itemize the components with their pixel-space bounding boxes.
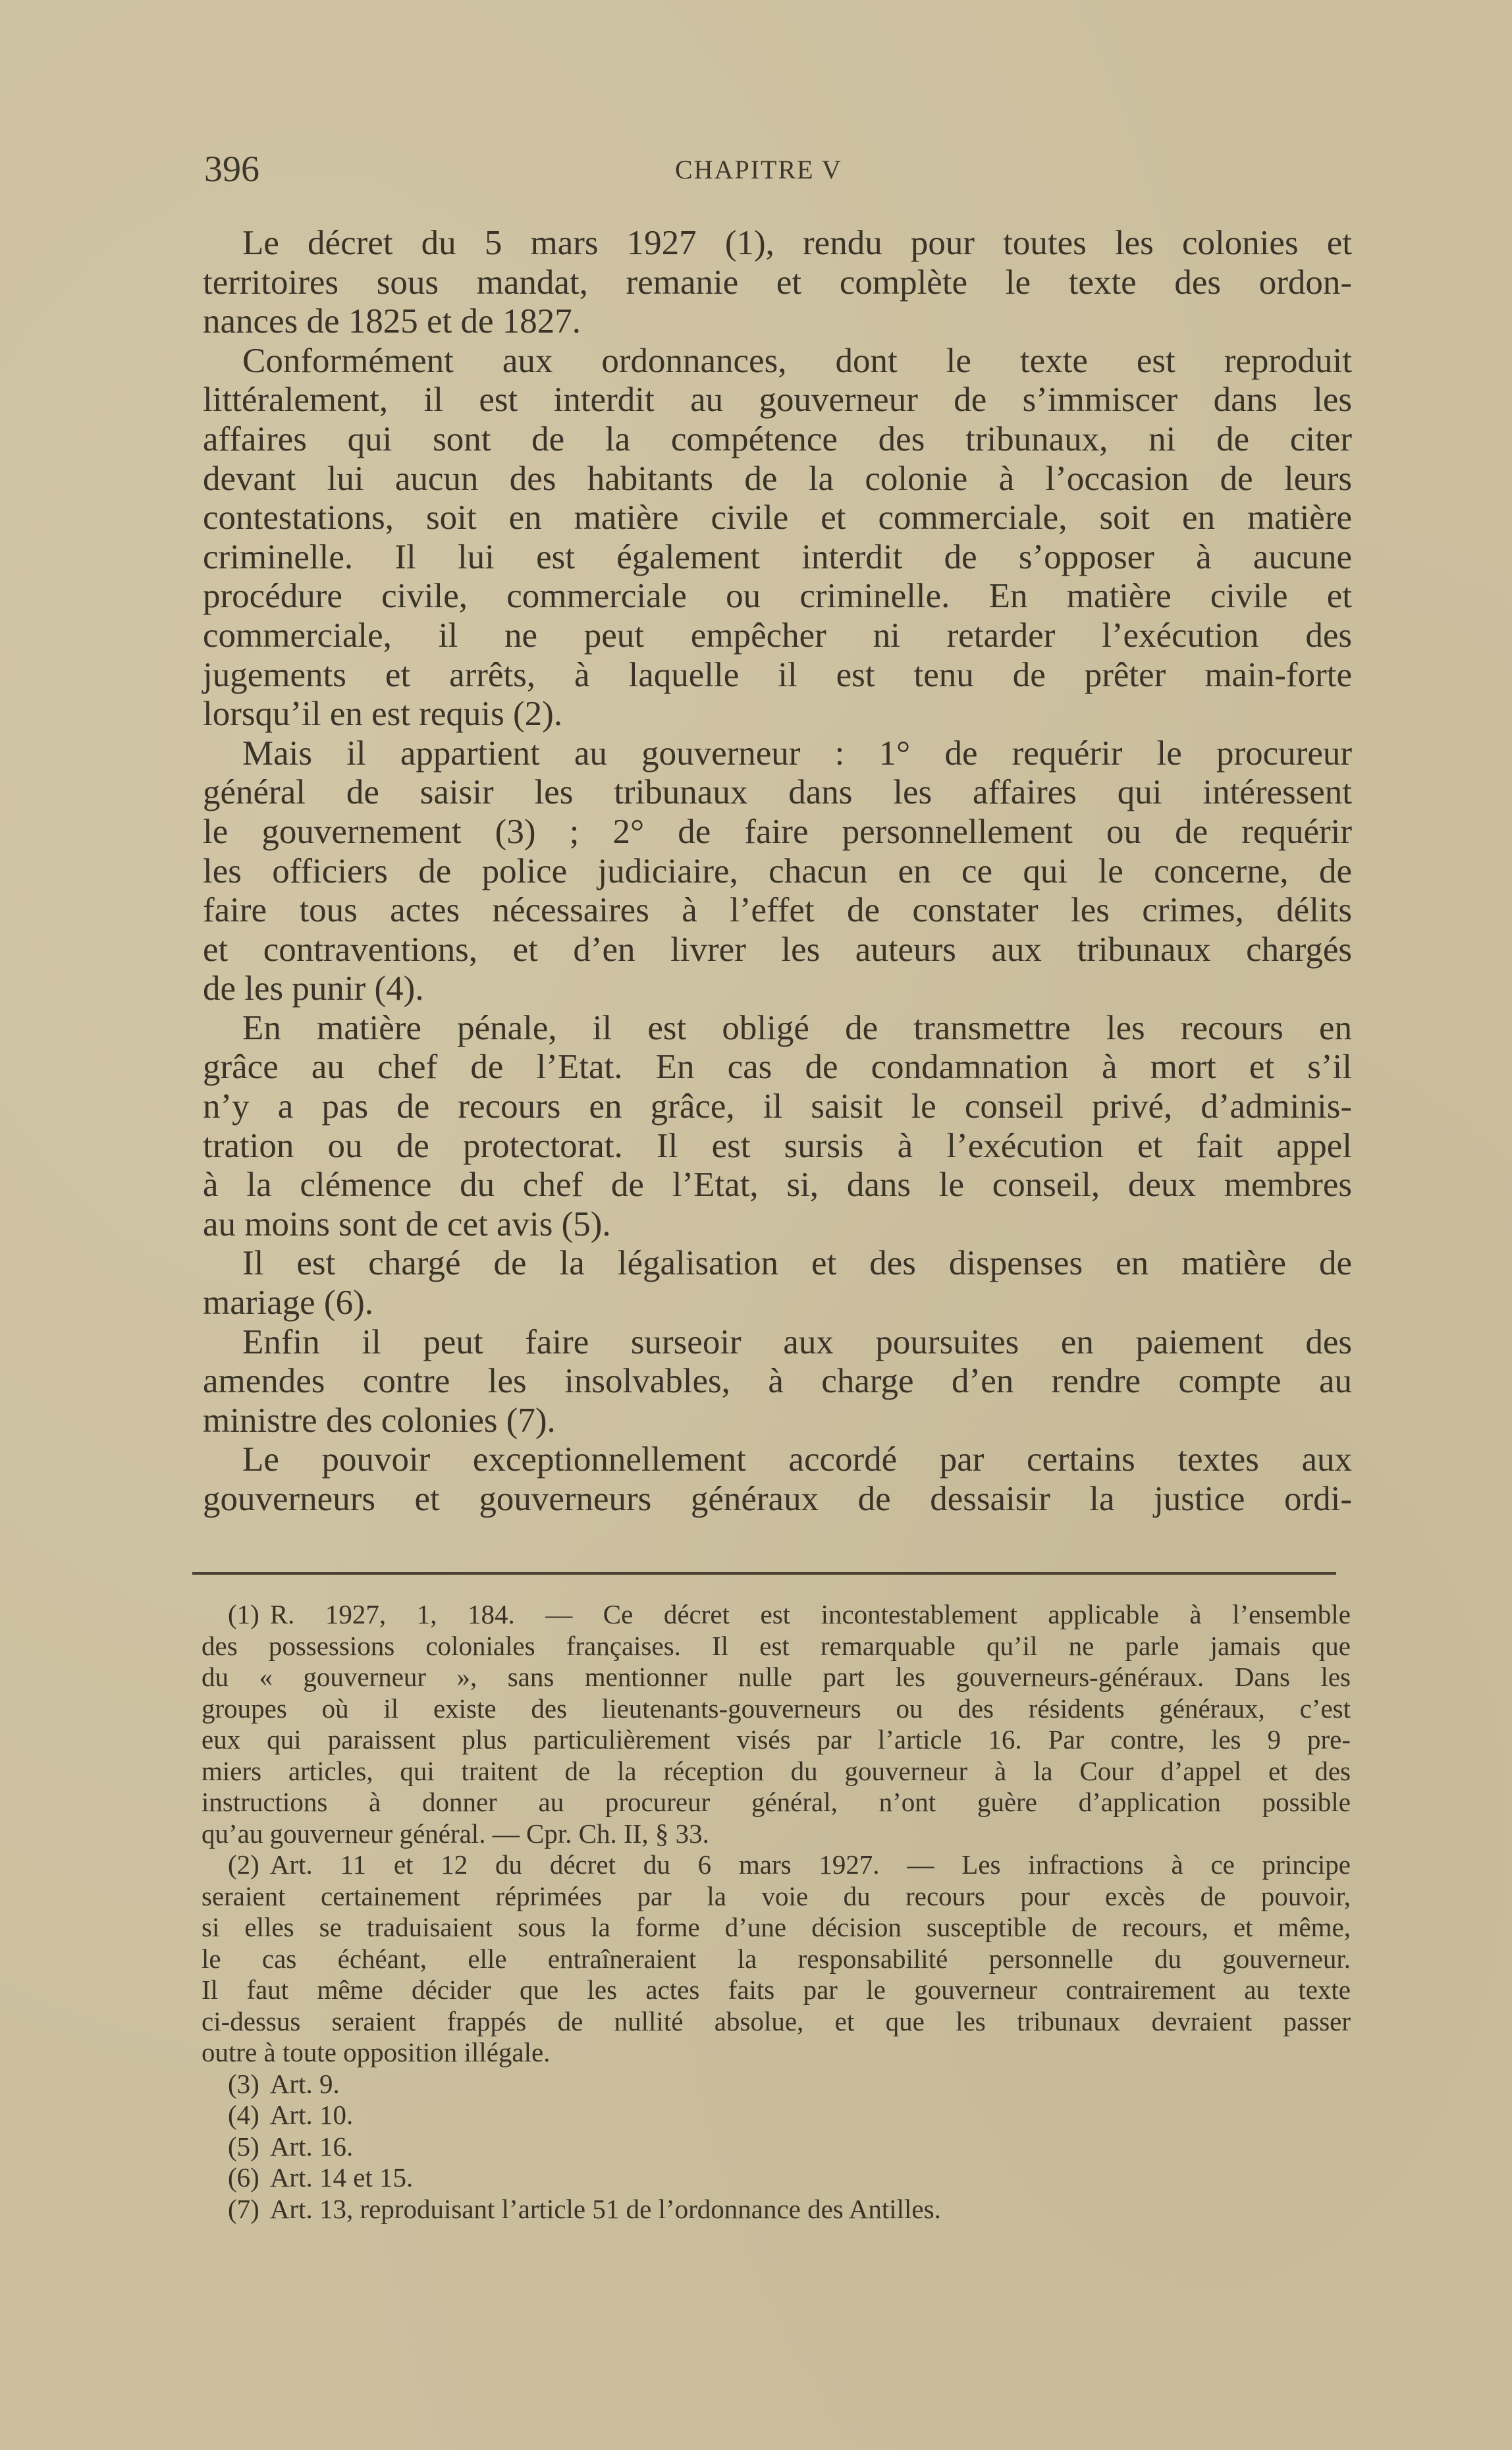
footnote bbox=[202, 2162, 1351, 2194]
paragraph bbox=[203, 1440, 1352, 1519]
footnote-text: Art. 10. bbox=[269, 2100, 354, 2130]
running-head bbox=[204, 146, 1353, 192]
paragraph bbox=[203, 1244, 1352, 1322]
footnote-marker: (4) bbox=[228, 2100, 259, 2130]
text-line: lorsqu’il en est requis (2). bbox=[203, 695, 563, 734]
page-number: 396 bbox=[204, 149, 259, 190]
footnote-line: miers articles, qui traitent de la réception du gouverneur à la Cour d’appel et des bbox=[202, 1755, 1351, 1786]
text-line: le gouvernement (3) ; 2° de faire personnellement ou de requérir bbox=[203, 812, 1352, 851]
footnote-line: des possessions coloniales françaises. Il est remarquable qu’il ne parle jamais que bbox=[202, 1630, 1351, 1661]
text-line: ministre des colonies (7). bbox=[203, 1401, 556, 1440]
paragraph bbox=[203, 734, 1352, 1009]
text-line: devant lui aucun des habitants de la colonie à l’occasion de leurs bbox=[203, 459, 1352, 498]
text-line: mariage (6). bbox=[203, 1284, 373, 1322]
footnote bbox=[202, 2131, 1351, 2163]
footnote-line: si elles se traduisaient sous la forme d’une décision susceptible de recours, et même, bbox=[202, 1912, 1351, 1942]
text-line: Enfin il peut faire surseoir aux poursuites en paiement des bbox=[242, 1322, 1352, 1361]
paragraph bbox=[203, 342, 1352, 734]
text-line: grâce au chef de l’Etat. En cas de condamnation à mort et s’il bbox=[203, 1048, 1352, 1087]
footnote-text: Art. 9. bbox=[269, 2068, 340, 2099]
footnote-marker: (1) bbox=[228, 1599, 259, 1629]
text-line: affaires qui sont de la compétence des tribunaux, ni de citer bbox=[203, 420, 1352, 458]
text-line: et contraventions, et d’en livrer les auteurs aux tribunaux chargés bbox=[203, 930, 1352, 969]
text-line: faire tous actes nécessaires à l’effet de constater les crimes, délits bbox=[203, 891, 1352, 930]
footnote-text: Art. 16. bbox=[269, 2131, 354, 2162]
footnote-line: seraient certainement réprimées par la voie du recours pour excès de pouvoir, bbox=[202, 1880, 1351, 1911]
footnote bbox=[202, 2194, 1351, 2225]
text-line: au moins sont de cet avis (5). bbox=[203, 1205, 611, 1243]
footnote-line bbox=[202, 2100, 1351, 2131]
text-line: de les punir (4). bbox=[203, 969, 424, 1008]
paragraph bbox=[203, 1323, 1352, 1441]
footnote-marker: (6) bbox=[228, 2162, 259, 2192]
footnote-line: eux qui paraissent plus particulièrement visés par l’article 16. Par contre, les 9 pre- bbox=[202, 1724, 1351, 1755]
footnote-line: Il faut même décider que les actes faits par le gouverneur contrairement au texte bbox=[202, 1974, 1351, 2005]
footnote bbox=[202, 2100, 1351, 2131]
footnote-line bbox=[202, 2162, 1351, 2194]
footnote-marker: (5) bbox=[228, 2131, 259, 2162]
footnote-line: instructions à donner au procureur général, n’ont guère d’application possible bbox=[202, 1787, 1351, 1817]
text-line: amendes contre les insolvables, à charge d’en rendre compte au bbox=[203, 1362, 1352, 1401]
footnote-line bbox=[202, 2194, 1351, 2225]
footnote-text: Art. 13, reproduisant l’article 51 de l’ordonnance des Antilles. bbox=[269, 2193, 941, 2224]
footnote bbox=[202, 2069, 1351, 2100]
footnote-line: qu’au gouverneur général. — Cpr. Ch. II, § 33. bbox=[202, 1818, 709, 1849]
text-line: Le pouvoir exceptionnellement accordé par certains textes aux bbox=[242, 1440, 1352, 1479]
footnote-line: ci-dessus seraient frappés de nullité absolue, et que les tribunaux devraient passer bbox=[202, 2005, 1351, 2036]
footnote bbox=[202, 1849, 1351, 2069]
footnote-separator-rule bbox=[192, 1572, 1336, 1575]
footnote-text: Art. 11 et 12 du décret du 6 mars 1927. — Les infractions à ce principe bbox=[269, 1849, 1351, 1880]
text-line: nances de 1825 et de 1827. bbox=[203, 302, 581, 341]
footnote-text: R. 1927, 1, 184. — Ce décret est incontestablement applicable à l’ensemble bbox=[269, 1599, 1351, 1629]
text-line: à la clémence du chef de l’Etat, si, dans le conseil, deux membres bbox=[203, 1166, 1352, 1205]
text-line: commerciale, il ne peut empêcher ni retarder l’exécution des bbox=[203, 616, 1352, 655]
text-line: contestations, soit en matière civile et commerciale, soit en matière bbox=[203, 499, 1352, 537]
paragraph bbox=[203, 1009, 1352, 1245]
footnote-line bbox=[202, 2131, 1351, 2163]
chapter-title: CHAPITRE V bbox=[675, 155, 842, 184]
text-line: général de saisir les tribunaux dans les affaires qui intéressent bbox=[203, 773, 1352, 812]
text-line: jugements et arrêts, à laquelle il est tenu de prêter main-forte bbox=[203, 655, 1352, 694]
text-line: Mais il appartient au gouverneur : 1° de requérir le procureur bbox=[242, 734, 1352, 773]
text-line: procédure civile, commerciale ou criminelle. En matière civile et bbox=[203, 577, 1352, 616]
text-line: En matière pénale, il est obligé de transmettre les recours en bbox=[242, 1008, 1352, 1047]
footnote-marker: (2) bbox=[228, 1849, 259, 1880]
text-line: Conformément aux ordonnances, dont le texte est reproduit bbox=[242, 341, 1352, 380]
footnote-line: outre à toute opposition illégale. bbox=[202, 2037, 551, 2067]
text-line: criminelle. Il lui est également interdit de s’opposer à aucune bbox=[203, 537, 1352, 576]
footnote-line bbox=[202, 1599, 1351, 1631]
text-line: Il est chargé de la légalisation et des dispenses en matière de bbox=[242, 1244, 1352, 1283]
text-line: n’y a pas de recours en grâce, il saisit le conseil privé, d’adminis- bbox=[203, 1087, 1352, 1126]
text-line: littéralement, il est interdit au gouverneur de s’immiscer dans les bbox=[203, 381, 1352, 420]
footnote-line bbox=[202, 1849, 1351, 1881]
footnotes bbox=[202, 1599, 1351, 2225]
footnote-line: le cas échéant, elle entraîneraient la responsabilité personnelle du gouverneur. bbox=[202, 1943, 1351, 1974]
footnote-line bbox=[202, 2069, 1351, 2100]
text-line: tration ou de protectorat. Il est sursis à l’exécution et fait appel bbox=[203, 1126, 1352, 1165]
footnote-line: du « gouverneur », sans mentionner nulle part les gouverneurs-généraux. Dans les bbox=[202, 1662, 1351, 1692]
footnote-marker: (3) bbox=[228, 2068, 259, 2099]
footnote-marker: (7) bbox=[228, 2193, 259, 2224]
footnote-line: groupes où il existe des lieutenants-gouverneurs ou des résidents généraux, c’est bbox=[202, 1693, 1351, 1724]
text-line: les officiers de police judiciaire, chacun en ce qui le concerne, de bbox=[203, 852, 1352, 890]
main-text bbox=[203, 224, 1352, 1519]
footnote-text: Art. 14 et 15. bbox=[269, 2162, 414, 2192]
text-line: territoires sous mandat, remanie et complète le texte des ordon- bbox=[203, 263, 1352, 302]
paragraph bbox=[203, 224, 1352, 342]
text-line: gouverneurs et gouverneurs généraux de dessaisir la justice ordi- bbox=[203, 1480, 1352, 1518]
text-line: Le décret du 5 mars 1927 (1), rendu pour toutes les colonies et bbox=[242, 224, 1352, 262]
footnote bbox=[202, 1599, 1351, 1849]
